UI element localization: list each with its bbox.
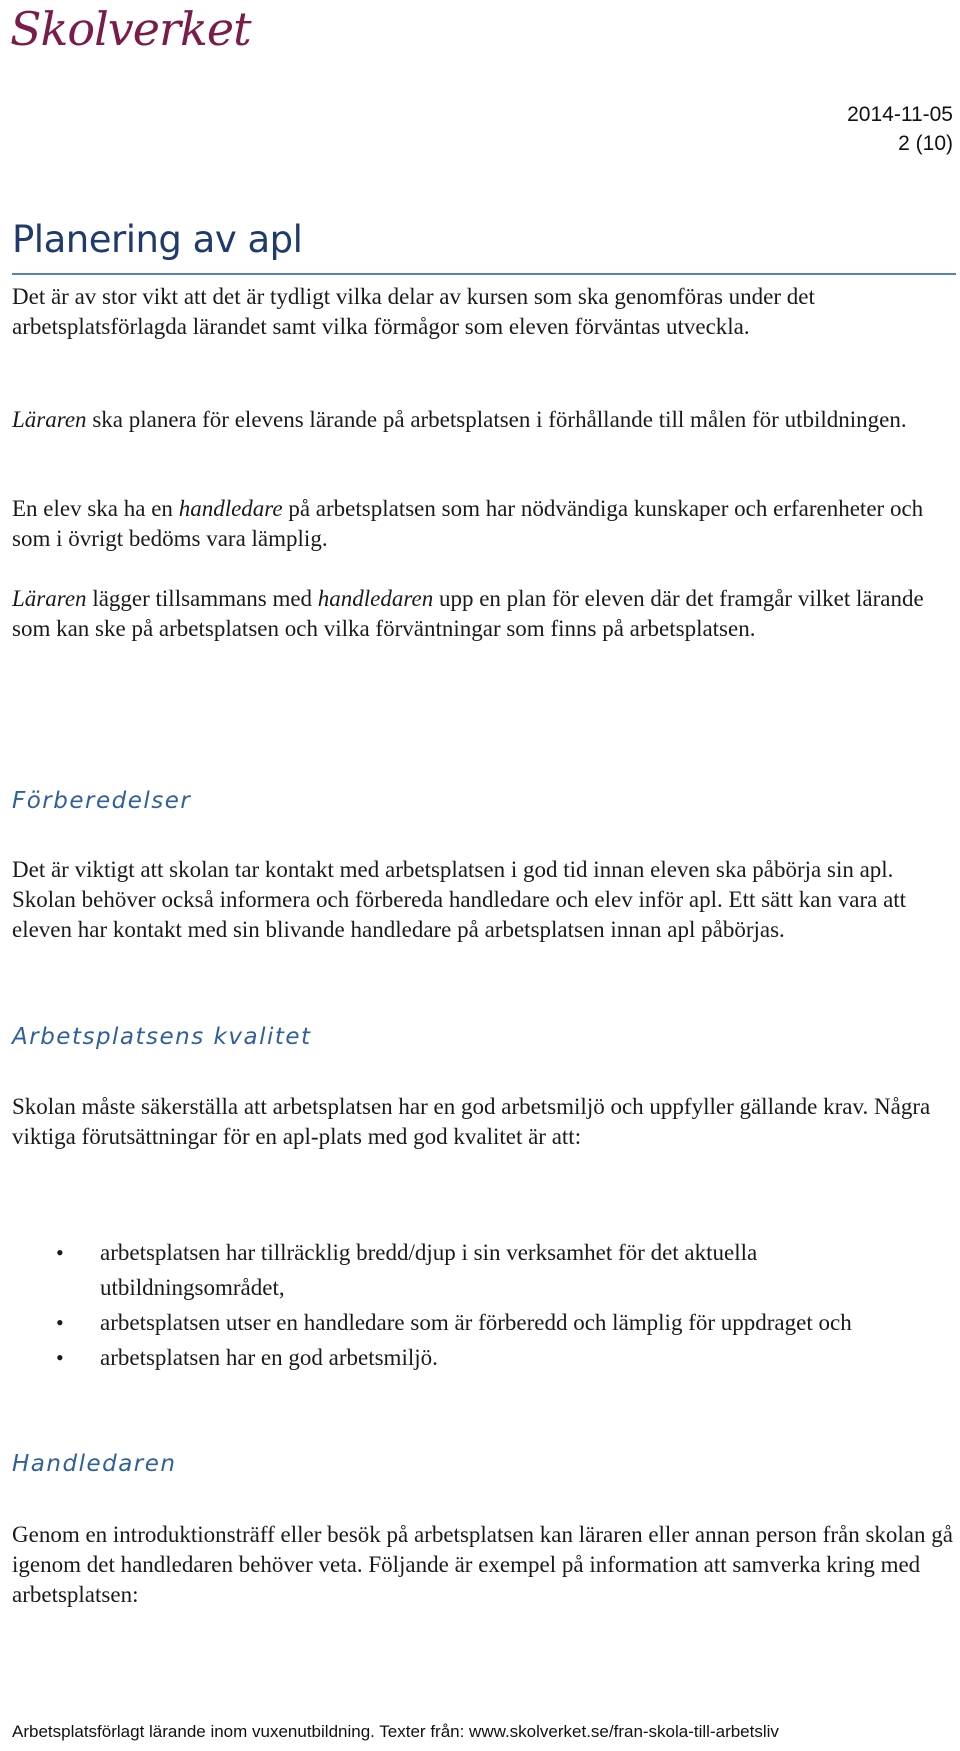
kvalitet-paragraph: Skolan måste säkerställa att arbetsplatsen har en god arbetsmiljö och uppfyller gällande krav. Några viktiga förutsättningar för en apl-plats med god kvalitet är att: <box>12 1094 931 1149</box>
list-item-text: arbetsplatsen har tillräcklig bredd/djup i sin verksamhet för det aktuella utbildningsområdet, <box>100 1240 758 1300</box>
supervisor-paragraph <box>12 494 956 554</box>
plan-emphasis-supervisor: handledaren <box>317 586 434 611</box>
section-heading-forberedelser: Förberedelser <box>12 788 192 814</box>
teacher-emphasis: Läraren <box>12 407 87 432</box>
page-number: 2 (10) <box>898 132 953 155</box>
list-item-text: arbetsplatsen har en god arbetsmiljö. <box>100 1345 438 1370</box>
intro-paragraph: Det är av stor vikt att det är tydligt vilka delar av kursen som ska genomföras under det arbetsplatsförlagda lärandet samt vilka förmågor som eleven förväntas utveckla. <box>12 284 815 339</box>
bullet-icon: • <box>56 1240 64 1265</box>
list-item <box>0 1235 944 1305</box>
plan-paragraph <box>12 584 956 644</box>
section-heading-kvalitet: Arbetsplatsens kvalitet <box>12 1024 312 1050</box>
teacher-text: ska planera för elevens lärande på arbetsplatsen i förhållande till målen för utbildningen. <box>86 407 907 432</box>
handledaren-paragraph: Genom en introduktionsträff eller besök på arbetsplatsen kan läraren eller annan person från skolan gå igenom det handledaren behöver veta. Följande är exempel på information att samverka kring med arbetsplatsen: <box>12 1522 953 1607</box>
skolverket-logo: Skolverket <box>10 2 251 56</box>
supervisor-emphasis: handledare <box>178 496 283 521</box>
document-meta <box>847 100 953 158</box>
list-item-text: arbetsplatsen utser en handledare som är förberedd och lämplig för uppdraget och <box>100 1310 852 1335</box>
teacher-paragraph <box>12 405 956 435</box>
supervisor-text-b: på arbetsplatsen som har nödvändiga kunskaper och erfarenheter och som i övrigt bedöms vara lämplig. <box>12 496 924 551</box>
plan-text-a: lägger tillsammans med <box>86 586 318 611</box>
section-heading-handledaren: Handledaren <box>12 1451 177 1477</box>
supervisor-text-a: En elev ska ha en <box>12 496 179 521</box>
list-item <box>0 1305 944 1340</box>
title-rule <box>12 273 956 275</box>
document-date: 2014-11-05 <box>847 103 953 126</box>
quality-bullet-list <box>0 1235 944 1375</box>
page-footer: Arbetsplatsförlagt lärande inom vuxenutbildning. Texter från: www.skolverket.se/fran-skola-till-arbetsliv <box>12 1722 779 1741</box>
bullet-icon: • <box>56 1310 64 1335</box>
plan-text-b: upp en plan för eleven där det framgår vilket lärande som kan ske på arbetsplatsen och vilka förväntningar som finns på arbetsplatsen. <box>12 586 924 641</box>
plan-emphasis-teacher: Läraren <box>12 586 87 611</box>
list-item <box>0 1340 944 1375</box>
forberedelser-paragraph: Det är viktigt att skolan tar kontakt med arbetsplatsen i god tid innan eleven ska påbörja sin apl. Skolan behöver också informera och förbereda handledare och elev inför apl. Ett sätt kan vara att eleven har kontakt med sin blivande handledare på arbetsplatsen innan apl påbörjas. <box>12 857 907 942</box>
bullet-icon: • <box>56 1345 64 1370</box>
page-title: Planering av apl <box>12 218 303 261</box>
